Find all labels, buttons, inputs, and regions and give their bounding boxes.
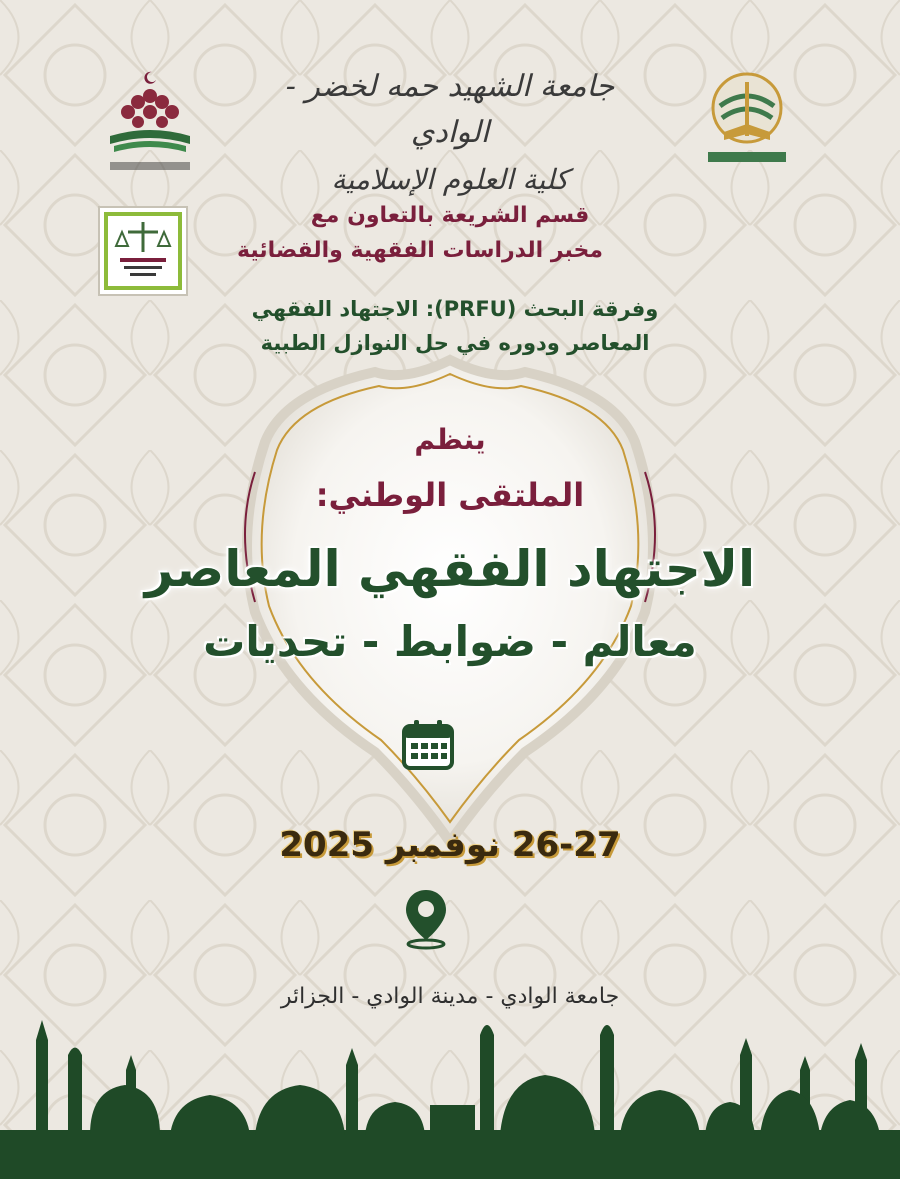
mosque-skyline <box>0 1010 900 1179</box>
university-el-oued-logo-icon <box>700 66 794 172</box>
location-pin-icon <box>402 888 450 950</box>
event-title: الاجتهاد الفقهي المعاصر <box>144 540 756 598</box>
lab-line: مخبر الدراسات الفقهية والقضائية <box>237 238 603 263</box>
faculty-name: كلية العلوم الإسلامية <box>331 163 569 196</box>
event-date: 26-27 نوفمبر 2025 <box>279 825 621 865</box>
faculty-islamic-sciences-logo-icon <box>100 66 200 178</box>
header-title-block <box>250 64 650 196</box>
department-line: قسم الشريعة بالتعاون مع <box>310 203 590 228</box>
university-name: جامعة الشهيد حمه لخضر - الوادي <box>285 69 615 150</box>
research-team-line-1: وفرقة البحث (PRFU): الاجتهاد الفقهي <box>251 297 659 321</box>
calendar-icon <box>400 716 456 772</box>
research-team-line-2: المعاصر ودوره في حل النوازل الطبية <box>260 331 650 355</box>
organizes-label: ينظم <box>414 423 486 456</box>
forum-label: الملتقى الوطني: <box>315 476 585 514</box>
fiqh-judicial-studies-lab-logo-icon <box>98 206 188 296</box>
event-location: جامعة الوادي - مدينة الوادي - الجزائر <box>280 984 620 1009</box>
event-subtitle: معالم - ضوابط - تحديات <box>203 617 697 666</box>
